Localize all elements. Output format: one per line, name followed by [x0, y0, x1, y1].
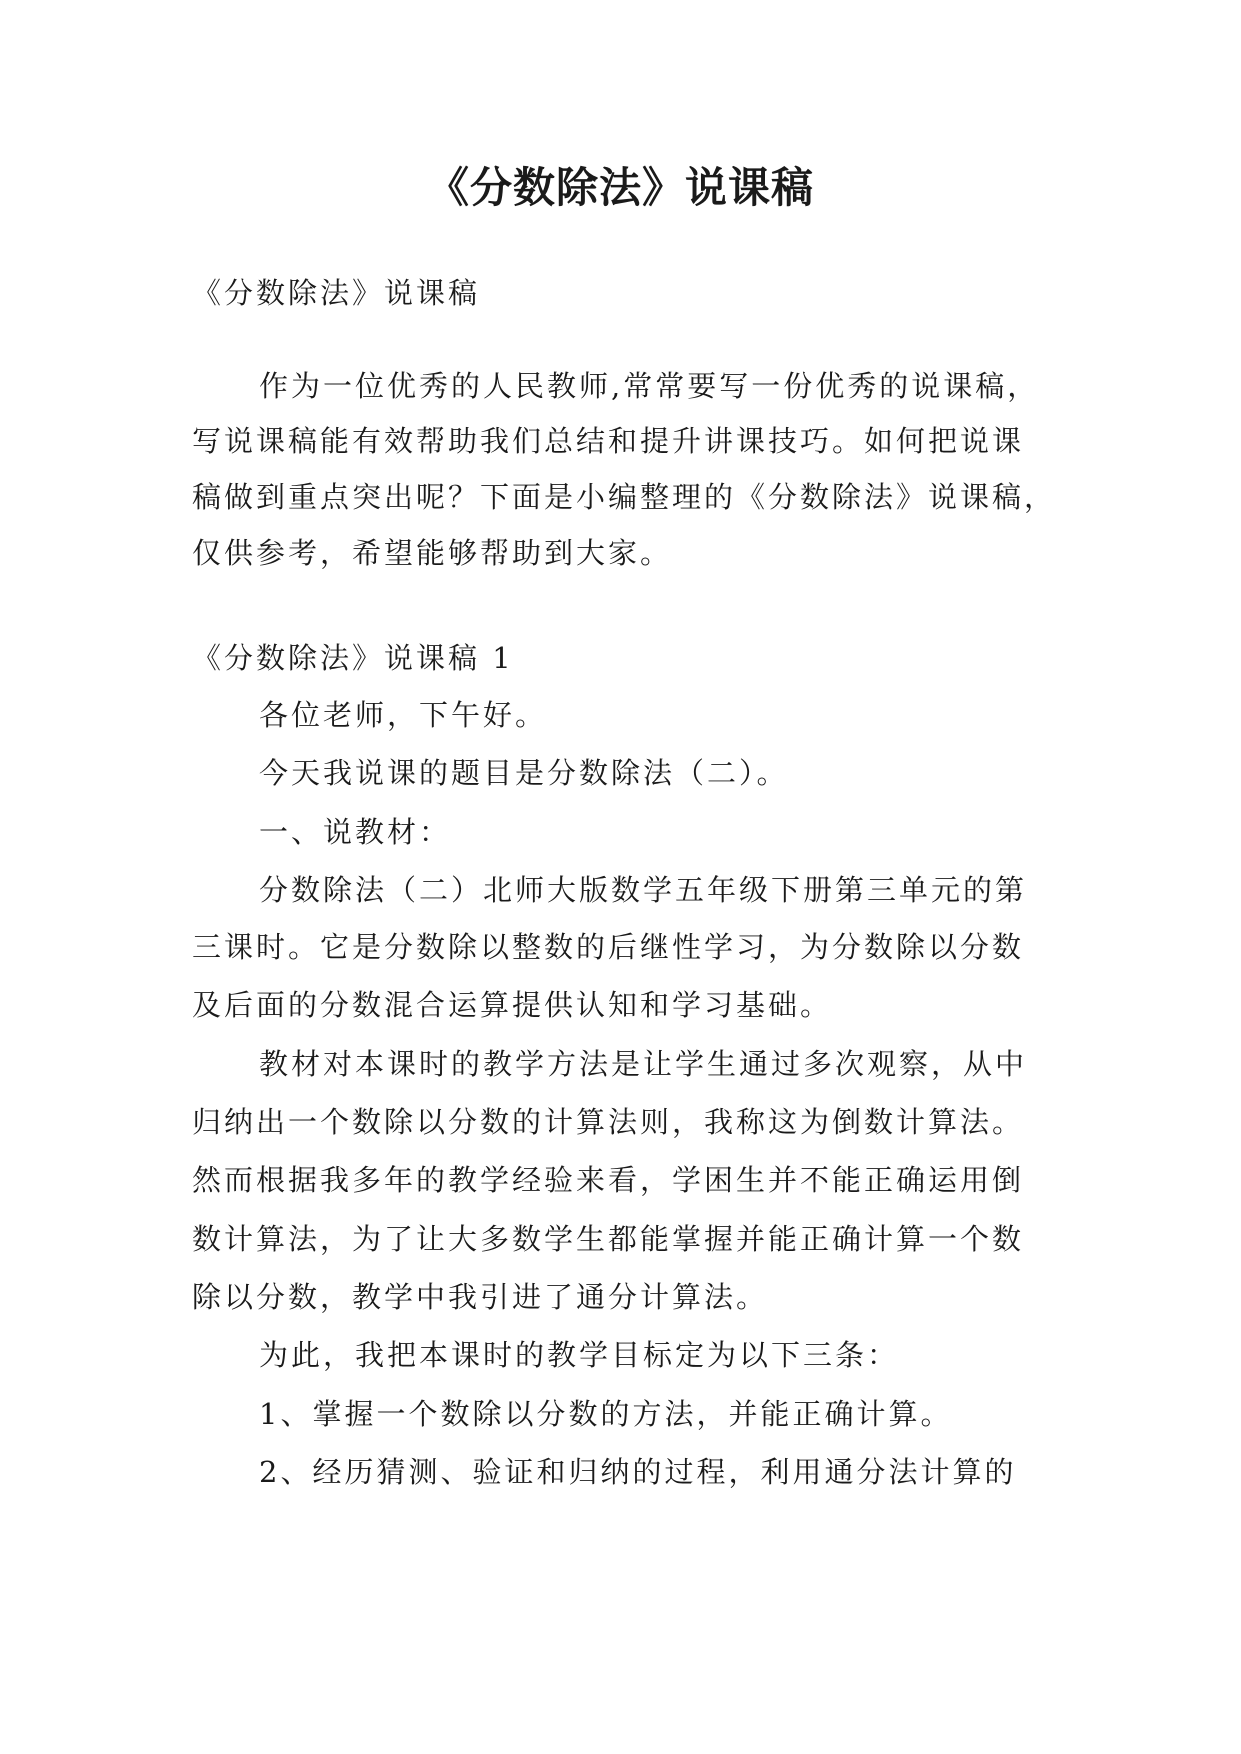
paragraph-line: 三课时。它是分数除以整数的后继性学习，为分数除以分数 [192, 930, 1025, 964]
paragraph-line: 为此，我把本课时的教学目标定为以下三条： [259, 1338, 900, 1372]
paragraph-line: 除以分数，教学中我引进了通分计算法。 [192, 1280, 769, 1314]
paragraph-line: 及后面的分数混合运算提供认知和学习基础。 [192, 988, 833, 1022]
paragraph-line: 今天我说课的题目是分数除法（二）。 [259, 756, 789, 790]
paragraph-line: 教材对本课时的教学方法是让学生通过多次观察，从中 [259, 1047, 1028, 1081]
list-item: 2、经历猜测、验证和归纳的过程，利用通分法计算的 [259, 1455, 1017, 1489]
paragraph-line: 作为一位优秀的人民教师,常常要写一份优秀的说课稿， [259, 369, 1040, 403]
paragraph-line: 各位老师，下午好。 [259, 698, 548, 732]
section-heading: 《分数除法》说课稿 1 [192, 641, 514, 675]
paragraph-line: 稿做到重点突出呢？下面是小编整理的《分数除法》说课稿， [192, 480, 1057, 514]
paragraph-line: 仅供参考，希望能够帮助到大家。 [192, 536, 673, 570]
paragraph-line: 分数除法（二）北师大版数学五年级下册第三单元的第 [259, 873, 1028, 907]
list-item: 1、掌握一个数除以分数的方法，并能正确计算。 [259, 1397, 953, 1431]
paragraph-line: 数计算法，为了让大多数学生都能掌握并能正确计算一个数 [192, 1222, 1025, 1256]
subtitle-line: 《分数除法》说课稿 [192, 276, 481, 310]
paragraph-line: 归纳出一个数除以分数的计算法则，我称这为倒数计算法。 [192, 1105, 1025, 1139]
paragraph-line: 写说课稿能有效帮助我们总结和提升讲课技巧。如何把说课 [192, 424, 1025, 458]
paragraph-line: 一、说教材： [259, 815, 452, 849]
document-title: 《分数除法》说课稿 [426, 163, 814, 212]
paragraph-line: 然而根据我多年的教学经验来看，学困生并不能正确运用倒 [192, 1163, 1025, 1197]
